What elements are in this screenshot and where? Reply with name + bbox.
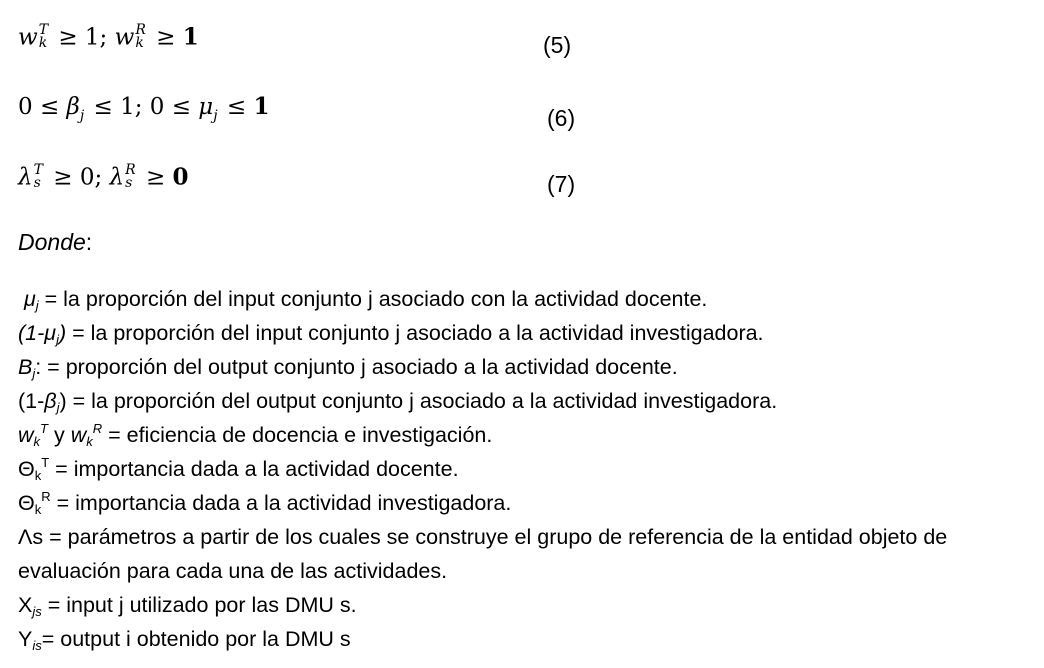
- relation: ≥: [148, 24, 183, 51]
- definition-lambda: Λs = parámetros a partir de los cuales se construye el grupo de referencia de la entidad objeto de evaluación para cada una de las actividades.: [18, 525, 948, 583]
- relation: ≥ 1;: [51, 24, 115, 51]
- w-symbol: w: [114, 24, 135, 51]
- lambda-sup-sub: T s: [33, 162, 43, 192]
- definition-y: $Y_{is}=$ output i obtenido por la DMU s: [18, 627, 351, 653]
- equation-7: [18, 164, 189, 191]
- relation: ≥: [138, 164, 173, 191]
- definition-one-minus-mu: $(1-\mu_j)$ = la proporción del input conjunto j asociado a la actividad investigadora.: [18, 321, 764, 347]
- equation-number-7: (7): [547, 171, 576, 197]
- rhs-value: 1: [182, 23, 199, 51]
- definition-w: $w_k^T$ y $w_k^R$ = eficiencia de docencia e investigación.: [18, 421, 493, 449]
- rhs-value: 1: [253, 93, 270, 120]
- lower-bound: 0 ≤: [18, 94, 67, 120]
- definition-theta-t: $\Theta_k^T$ = importancia dada a la actividad docente.: [18, 455, 459, 483]
- mu-symbol: μ: [198, 94, 214, 120]
- definition-beta: $B_j$: = proporción del output conjunto j asociado a la actividad docente.: [18, 355, 678, 381]
- lambda-sup-sub: R s: [125, 162, 136, 192]
- w-sup-sub: R k: [135, 22, 146, 52]
- equation-number-6: (6): [547, 105, 576, 131]
- relation: ≥ 0;: [45, 164, 110, 191]
- rhs-value: 0: [172, 163, 189, 191]
- definition-one-minus-beta: $(1-\beta_j)$ = la proporción del output conjunto j asociado a la actividad investigadora.: [18, 389, 778, 415]
- equation-5: [18, 24, 199, 51]
- beta-symbol: β: [66, 94, 80, 120]
- equation-6: [18, 95, 270, 123]
- definition-mu: $\mu_j$ = la proporción del input conjunto j asociado con la actividad docente.: [23, 287, 708, 313]
- lambda-symbol: λ: [109, 164, 125, 191]
- mu-subscript: j: [213, 108, 218, 124]
- lambda-symbol: λ: [18, 164, 33, 191]
- relation: ≤: [219, 94, 254, 120]
- donde-heading: Donde:: [18, 229, 93, 255]
- relation: ≤ 1; 0 ≤: [86, 94, 199, 120]
- definition-x: $X_{js}$ = input j utilizado por las DMU s.: [18, 593, 357, 619]
- w-sup-sub: T k: [38, 22, 49, 52]
- definition-theta-r: $\Theta_k^R$ = importancia dada a la actividad investigadora.: [18, 489, 512, 517]
- definitions-list: [18, 282, 1038, 656]
- equation-number-5: (5): [543, 32, 572, 58]
- beta-subscript: j: [79, 108, 85, 124]
- w-symbol: w: [18, 24, 38, 51]
